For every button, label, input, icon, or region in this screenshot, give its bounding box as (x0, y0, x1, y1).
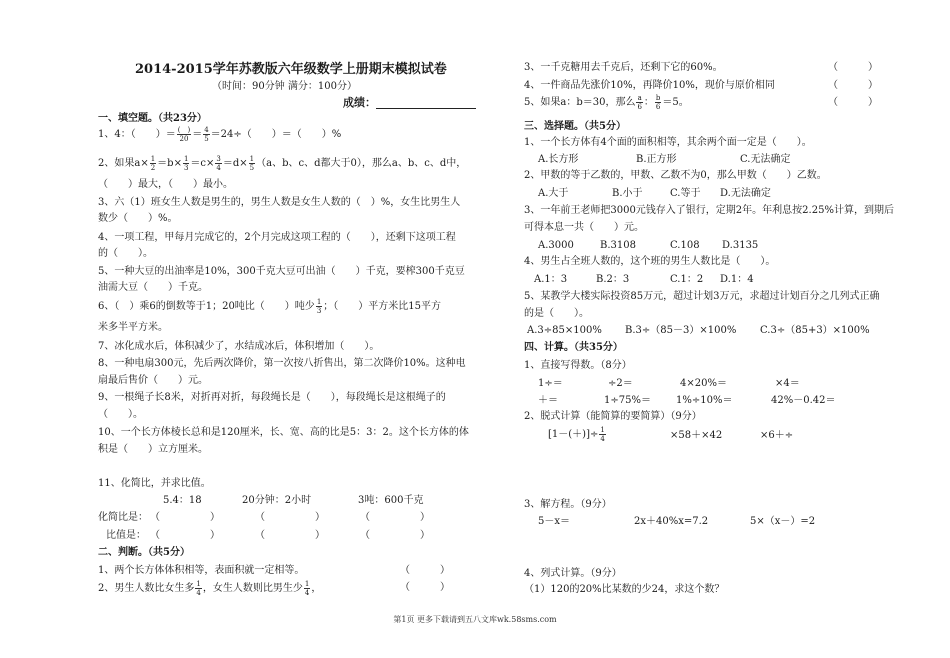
calc-1-row2-item2: 1÷75%＝ (604, 395, 651, 406)
choice-1-option-a[interactable]: A.长方形 (538, 154, 579, 165)
question-9-line2: （ ）。 (98, 409, 143, 420)
judge-4-paren[interactable]: （ ） (828, 80, 878, 91)
choice-2-option-b[interactable]: B.小于 (612, 188, 643, 199)
choice-3-option-d[interactable]: D.3135 (722, 240, 759, 251)
choice-4-option-a[interactable]: A.1：3 (534, 274, 568, 285)
choice-3-option-b[interactable]: B.3108 (600, 240, 636, 251)
choice-4-option-c[interactable]: C.1：2 (670, 274, 704, 285)
question-4: 4、一项工程，甲每月完成它的，2个月完成这项工程的（ ），还剩下这项工程 (98, 232, 456, 243)
choice-2-option-c[interactable]: C.等于 (670, 188, 701, 199)
equation-1: 5－x＝ (538, 516, 571, 527)
question-5-line2: 油需大豆（ ）千克。 (98, 282, 208, 293)
calc-1-row1-item2: ÷2＝ (608, 378, 633, 389)
judge-4: 4、一件商品先涨价10%，再降价10%，现价与原价相同 (524, 80, 775, 91)
calc-3: 3、解方程。（9分） (524, 499, 612, 510)
choice-3-option-a[interactable]: A.3000 (538, 240, 574, 251)
calc-1-row1-item1: 1÷＝ (538, 378, 563, 389)
answer-paren[interactable]: （ ） (255, 512, 325, 523)
choice-5-option-a[interactable]: A.3÷85×100% (527, 325, 602, 336)
answer-paren[interactable]: （ ） (360, 530, 430, 541)
choice-4: 4、男生占全班人数的，这个班的男生人数比是（ ）。 (524, 256, 776, 267)
judge-3: 3、一千克糖用去千克后，还剩下它的60%。 (524, 62, 723, 73)
calc-2-expr-2: ×58＋×42 (670, 430, 723, 441)
question-10: 10、一个长方体棱长总和是120厘米，长、宽、高的比是5：3：2。这个长方体的体 (98, 427, 469, 438)
choice-1-option-c[interactable]: C.无法确定 (740, 154, 791, 165)
question-7: 7、冰化成水后，体积减少了，水结成冰后，体积增加（ ）。 (98, 341, 380, 352)
question-4-line2: 的（ ）。 (98, 248, 153, 259)
choice-4-option-d[interactable]: D.1：4 (720, 274, 754, 285)
choice-3-line2: 可得本息一共（ ）元。 (524, 222, 644, 233)
equation-3: 5×（x－）=2 (750, 516, 816, 527)
question-8-line2: 扇最后售价（ ）元。 (98, 375, 208, 386)
calc-1-row1-item3: 4×20%＝ (680, 378, 727, 389)
exam-subtitle: （时间：90分钟 满分：100分） (212, 81, 357, 92)
question-6: 6、（ ）乘6的倒数等于1；20吨比（ ）吨少 $\frac{1}{3}$ ；（ ）平方米比15平方 (98, 298, 442, 315)
answer-paren[interactable]: （ ） (255, 530, 325, 541)
question-5: 5、一种大豆的出油率是10%，300千克大豆可出油（ ）千克，要榨300千克豆 (98, 266, 465, 277)
calc-4-question-1: （1）120的20%比某数的少24，求这个数？ (524, 584, 725, 595)
calc-4: 4、列式计算。（9分） (524, 568, 622, 579)
judge-5-paren[interactable]: （ ） (828, 97, 878, 108)
choice-2-option-d[interactable]: D.无法确定 (720, 188, 771, 199)
judge-2-paren[interactable]: （ ） (400, 582, 450, 593)
section-judge-heading: 二、判断。（共5分） (98, 547, 190, 558)
fraction: $\frac{4}{5}$ (204, 126, 209, 143)
judge-3-paren[interactable]: （ ） (828, 62, 878, 73)
equation-2: 2x＋40%x=7.2 (634, 516, 709, 527)
question-8: 8、一种电扇300元，先后两次降价，第一次按八折售出，第二次降价10%。这种电 (98, 358, 466, 369)
ratio-item-1: 5.4：18 (163, 495, 202, 506)
choice-2-option-a[interactable]: A.大于 (538, 188, 569, 199)
answer-paren[interactable]: （ ） (150, 530, 220, 541)
section-choice-heading: 三、选择题。（共5分） (524, 121, 626, 132)
choice-1: 1、一个长方体有4个面的面积相等，其余两个面一定是（ ）。 (524, 137, 812, 148)
judge-2: 2、男生人数比女生多 $\frac{1}{4}$ ，女生人数则比男生少 $\frac{1}{4}$ ， (98, 580, 322, 597)
ratio-value-label: 比值是： (106, 530, 146, 541)
choice-5-line2: 的是（ ）。 (524, 308, 589, 319)
calc-2-expr-1: [1－(＋)]÷ $\frac{1}{4}$ (548, 426, 605, 443)
answer-paren[interactable]: （ ） (360, 512, 430, 523)
choice-5: 5、某教学大楼实际投资85万元，超过计划3万元，求超过计划百分之几列式正确 (524, 291, 880, 302)
question-6-line2: 米多半平方米。 (98, 322, 168, 333)
calc-1-row1-item4: ×4＝ (775, 378, 800, 389)
calc-1-row2-item1: ＋＝ (538, 395, 558, 406)
section-fill-in-heading: 一、填空题。（共23分） (98, 113, 207, 124)
simplified-ratio-label: 化简比是： (98, 512, 148, 523)
calc-1-row2-item4: 42%－0.42＝ (771, 395, 836, 406)
judge-1: 1、两个长方体体积相等，表面积就一定相等。 (98, 565, 305, 576)
page-footer: 第1页 更多下载请到五八文库wk.58sms.com (393, 615, 557, 624)
choice-4-option-b[interactable]: B.2：3 (596, 274, 630, 285)
question-2-line2: （ ）最大，（ ）最小。 (98, 179, 233, 190)
choice-5-option-c[interactable]: C.3÷（85+3）×100% (760, 325, 870, 336)
calc-2: 2、脱式计算（能简算的要简算）（9分） (524, 411, 702, 422)
question-11: 11、化简比，并求比值。 (98, 478, 211, 489)
calc-1-row2-item3: 1%÷10%＝ (676, 395, 733, 406)
question-2: 2、如果a× $\frac{1}{2}$ ＝b× $\frac{1}{3}$ ＝c× $\frac{3}{4}$ ＝d× $\frac{1}{5}$ （a、b、c、d都大于0），那么a、b、c、d中， (98, 155, 467, 172)
exam-title: 2014-2015学年苏教版六年级数学上册期末模拟试卷 (135, 62, 447, 77)
choice-1-option-b[interactable]: B.正方形 (636, 154, 677, 165)
ratio-item-3: 3吨：600千克 (358, 495, 424, 506)
choice-2: 2、甲数的等于乙数的，甲数、乙数不为0，那么甲数（ ）乙数。 (524, 170, 827, 181)
score-label: 成绩： (343, 97, 476, 109)
question-3-line2: 数少（ ）%。 (98, 213, 178, 224)
choice-3: 3、一年前王老师把3000元钱存入了银行，定期2年。年利息按2.25%计算，到期后 (524, 205, 894, 216)
question-1: 1、4：（ ）＝ ( ) 20 ＝ $\frac{4}{5}$ ＝24÷（ ）＝（ ）% (98, 126, 342, 143)
question-10-line2: 积是（ ）立方厘米。 (98, 444, 208, 455)
question-3: 3、六（1）班女生人数是男生的，男生人数是女生人数的（ ）%，女生比男生人 (98, 197, 461, 208)
choice-5-option-b[interactable]: B.3÷（85－3）×100% (625, 325, 737, 336)
section-calc-heading: 四、计算。（共35分） (524, 342, 623, 353)
calc-2-expr-3: ×6＋÷ (760, 430, 794, 441)
calc-1: 1、直接写得数。（8分） (524, 360, 632, 371)
score-blank[interactable] (376, 97, 476, 109)
question-9: 9、一根绳子长8米，对折再对折，每段绳长是（ ），每段绳长是这根绳子的 (98, 392, 446, 403)
choice-3-option-c[interactable]: C.108 (670, 240, 700, 251)
answer-paren[interactable]: （ ） (150, 512, 220, 523)
judge-1-paren[interactable]: （ ） (400, 565, 450, 576)
fraction: ( ) 20 (177, 126, 191, 143)
ratio-item-2: 20分钟：2小时 (242, 495, 312, 506)
judge-5: 5、如果a：b＝30，那么 $\frac{a}{6}$ ： $\frac{b}{6}$ ＝5。 (524, 94, 689, 111)
